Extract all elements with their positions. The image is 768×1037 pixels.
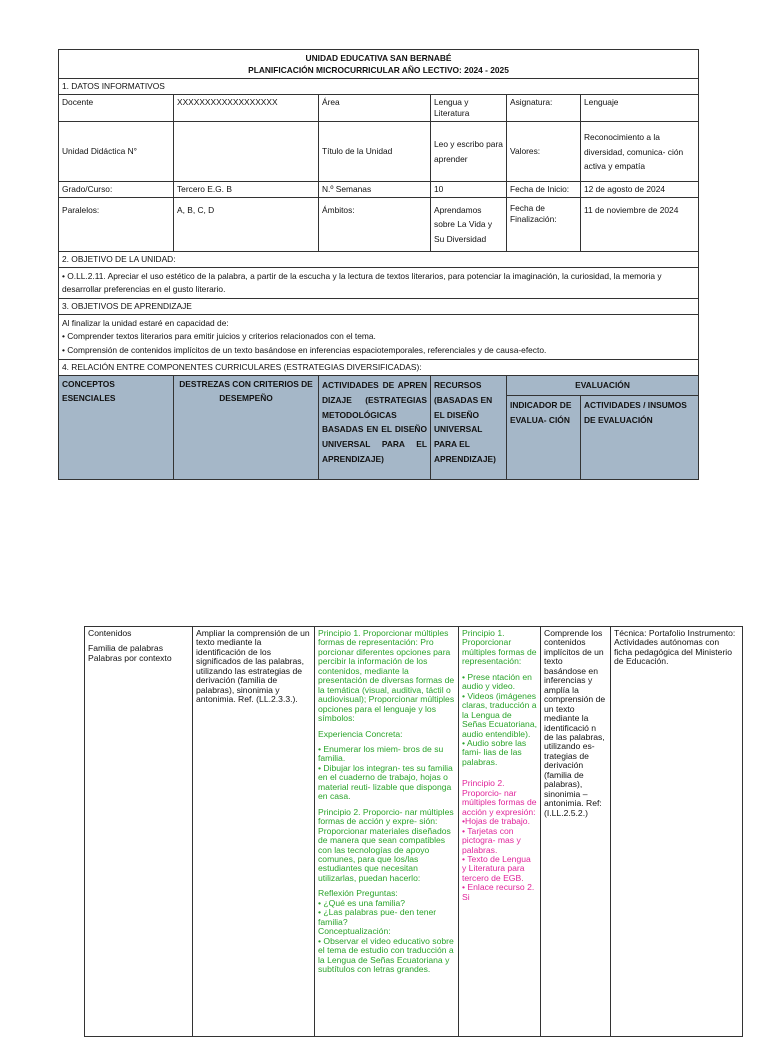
destreza-cell: Ampliar la comprensión de un texto mediante la identificación de los significados de las palabras, utilizando las estrategias de derivación (familia de palabras), sinonimia y antonimia. Ref. (LL.2.3.3.). [193, 627, 315, 1037]
objetivo-unidad-text: • O.LL.2.11. Apreciar el uso estético de la palabra, a partir de la escucha y la lectura de textos literarios, para potenciar la imaginación, la curiosidad, la memoria y desarrollar preferencias en el gusto literario. [59, 268, 699, 299]
activities-detail-table [84, 626, 743, 1037]
list-item: • Videos (imágenes claras, traducción a la Lengua de Señas Ecuatoriana, audio entendible). [462, 690, 538, 739]
experiencia-list [318, 745, 455, 802]
paralelos-label: Paralelos: [59, 198, 174, 252]
objetivo-item: • Comprensión de contenidos implícitos de un texto basándose en inferencias espaciotemporales, referenciales y de causa-efecto. [62, 344, 547, 355]
docente-value: XXXXXXXXXXXXXXXXXX [174, 95, 319, 122]
titulo-value: Leo y escribo para aprender [431, 122, 507, 182]
fin-value: 11 de noviembre de 2024 [581, 198, 699, 252]
list-item: • Enumerar los miem- bros de su familia. [318, 743, 444, 764]
contenido-item: Palabras por contexto [88, 652, 172, 663]
experiencia-title: Experiencia Concreta: [318, 728, 403, 739]
unidad-value [174, 122, 319, 182]
paralelos-value: A, B, C, D [174, 198, 319, 252]
reflexion-title: Reflexión Preguntas: [318, 888, 398, 899]
grado-label: Grado/Curso: [59, 182, 174, 198]
school-name: UNIDAD EDUCATIVA SAN BERNABÉ [305, 53, 452, 63]
section-datos-informativos: 1. DATOS INFORMATIVOS [59, 79, 699, 95]
recursos-principio-1-block [462, 629, 537, 767]
titulo-label: Título de la Unidad [319, 122, 431, 182]
header-conceptos: CONCEPTOS ESENCIALES [59, 376, 174, 480]
section-objetivos-aprendizaje: 3. OBJETIVOS DE APRENDIZAJE [59, 299, 699, 315]
fin-label: Fecha de Finalización: [507, 198, 581, 252]
list-item: • Dibujar los integran- tes su familia en el cuaderno de trabajo, hojas o material reuti- lizable que disponga en casa. [318, 762, 453, 802]
document-title [59, 50, 699, 79]
list-item: • ¿Qué es una familia? [318, 897, 406, 908]
ambitos-label: Ámbitos: [319, 198, 431, 252]
recursos-principio-1: Principio 1. Proporcionar múltiples formas de representación: [462, 628, 537, 667]
objetivo-item: • Comprender textos literarios para emitir juicios y criterios relacionados con el tema. [62, 331, 376, 342]
contenidos-title: Contenidos [88, 628, 132, 638]
valores-value: Reconocimiento a la diversidad, comunica- ción activa y empatía [581, 122, 699, 182]
docente-label: Docente [59, 95, 174, 122]
asignatura-label: Asignatura: [507, 95, 581, 122]
header-destrezas: DESTREZAS CON CRITERIOS DE DESEMPEÑO [174, 376, 319, 480]
section-objetivo-unidad: 2. OBJETIVO DE LA UNIDAD: [59, 252, 699, 268]
list-item: •Hojas de trabajo. [462, 816, 530, 827]
semanas-label: N.º Semanas [319, 182, 431, 198]
inicio-value: 12 de agosto de 2024 [581, 182, 699, 198]
list-item: • Texto de Lengua y Literatura para tercero de EGB. [462, 853, 531, 883]
header-actividades: ACTIVIDADES DE APREN DIZAJE (ESTRATEGIAS METODOLÓGICAS BASADAS EN EL DISEÑO UNIVERSAL PARA EL APRENDIZAJE) [319, 376, 431, 480]
unidad-label: Unidad Didáctica N° [59, 122, 174, 182]
section-relacion: 4. RELACIÓN ENTRE COMPONENTES CURRICULARES (ESTRATEGIAS DIVERSIFICADAS): [59, 360, 699, 376]
header-recursos: RECURSOS (BASADAS EN EL DISEÑO UNIVERSAL PARA EL APRENDIZAJE) [431, 376, 507, 480]
list-item: • Observar el video educativo sobre el tema de estudio con traducción a la Lengua de Señas Ecuatoriana y subtítulos con letras grandes. [318, 935, 454, 974]
header-evaluacion: EVALUACIÓN [507, 376, 699, 396]
list-item: • Enlace recurso 2. Si [462, 882, 535, 902]
area-label: Área [319, 95, 431, 122]
semanas-value: 10 [431, 182, 507, 198]
ambitos-value: Aprendamos sobre La Vida y Su Diversidad [431, 198, 507, 252]
contenido-item: Familia de palabras [88, 643, 163, 654]
inicio-label: Fecha de Inicio: [507, 182, 581, 198]
list-item: • ¿Las palabras pue- den tener familia? [318, 907, 437, 927]
indicador-cell: Comprende los contenidos implícitos de un texto basándose en inferencias y amplía la comprensión de un texto mediante la identificació n de las palabras, utilizando es- trategias de derivación (familia de palabras), sinonimia – antonimia. Ref: (I.LL.2.5.2.) [541, 627, 611, 1037]
recursos-cell [459, 627, 541, 1037]
header-actividades-evaluacion: ACTIVIDADES / INSUMOS DE EVALUACIÓN [581, 396, 699, 480]
conceptualizacion-title: Conceptualización: [318, 926, 391, 937]
recursos-principio-2: Principio 2. Proporcio- nar múltiples formas de acción y expresión: [462, 778, 537, 817]
valores-label: Valores: [507, 122, 581, 182]
recursos-principio-2-block [462, 779, 537, 902]
list-item: • Tarjetas con pictogra- mas y palabras. [462, 825, 521, 855]
objetivos-aprendizaje-text [59, 315, 699, 360]
actividades-principio-2: Principio 2. Proporcio- nar múltiples formas de acción y expre- sión: Proporcionar materiales diseñados de manera que sean compatibles con las tecnologías de apoyo comunes, para que los/las estudiantes que necesitan utilizarlas, puedan hacerlo: [318, 806, 454, 883]
grado-value: Tercero E.G. B [174, 182, 319, 198]
actividades-principio-1: Principio 1. Proporcionar múltiples formas de representación: Pro porcionar diferentes opciones para percibir la información de los contenidos, mediante la presentación de diversas formas de la temática (visual, auditiva, táctil o audiovisual); Proporcionar múltiples opciones para el lenguaje y los símbolos: [318, 628, 455, 724]
evaluacion-cell: Técnica: Portafolio Instrumento: Actividades autónomas con ficha pedagógica del Ministerio de Educación. [611, 627, 743, 1037]
planning-subtitle: PLANIFICACIÓN MICROCURRICULAR AÑO LECTIVO: 2024 - 2025 [248, 65, 509, 76]
actividades-cell [315, 627, 459, 1037]
contenidos-cell [85, 627, 193, 1037]
planning-info-table [58, 49, 699, 480]
header-indicador: INDICADOR DE EVALUA- CIÓN [507, 396, 581, 480]
asignatura-value: Lenguaje [581, 95, 699, 122]
list-item: • Audio sobre las fami- lias de las palabras. [462, 737, 527, 767]
list-item: • Prese ntación en audio y video. [462, 671, 532, 692]
area-value: Lengua y Literatura [431, 95, 507, 122]
objetivos-intro: Al finalizar la unidad estaré en capacidad de: [62, 318, 229, 329]
